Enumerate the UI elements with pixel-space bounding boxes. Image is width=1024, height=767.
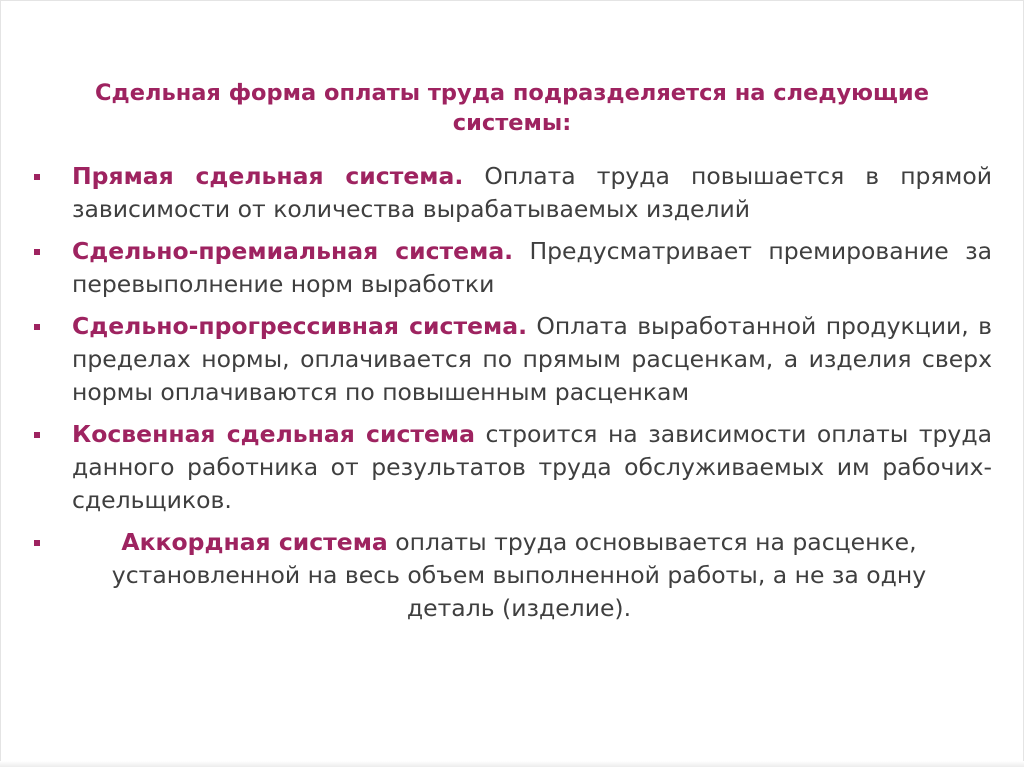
list-item-accord bbox=[72, 526, 992, 625]
item-text: Предусматривает премирование за перевыполнение норм выработки bbox=[72, 237, 992, 298]
item-term: Сдельно-прогрессивная система. bbox=[72, 312, 527, 340]
square-bullet-icon bbox=[34, 174, 40, 180]
slide-title: Сдельная форма оплаты труда подразделяется на следующие системы: bbox=[95, 80, 929, 136]
item-term: Сдельно-премиальная система. bbox=[72, 237, 514, 265]
list-item-piece-progressive bbox=[72, 310, 992, 409]
slide-bottom-shadow bbox=[0, 761, 1024, 767]
item-text: оплаты труда основывается на расценке, установленной на весь объем выполненной работы, а не за одну деталь (изделие). bbox=[111, 528, 927, 622]
list-item-indirect-piece bbox=[72, 418, 992, 517]
square-bullet-icon bbox=[34, 249, 40, 255]
item-text: строится на зависимости оплаты труда данного работника от результатов труда обслуживаемых им рабочих-сдельщиков. bbox=[72, 420, 992, 514]
list-item-direct-piece bbox=[72, 160, 992, 226]
item-term: Косвенная сдельная система bbox=[72, 420, 475, 448]
square-bullet-icon bbox=[34, 540, 40, 546]
systems-list bbox=[72, 160, 992, 625]
item-term: Прямая сдельная система. bbox=[72, 162, 464, 190]
square-bullet-icon bbox=[34, 432, 40, 438]
square-bullet-icon bbox=[34, 324, 40, 330]
item-text: Оплата выработанной продукции, в пределах нормы, оплачивается по прямым расценкам, а изделия сверх нормы оплачиваются по повышенным расценкам bbox=[72, 312, 992, 406]
item-term: Аккордная система bbox=[121, 528, 388, 556]
item-text: Оплата труда повышается в прямой зависимости от количества вырабатываемых изделий bbox=[72, 162, 992, 223]
list-item-piece-bonus bbox=[72, 235, 992, 301]
